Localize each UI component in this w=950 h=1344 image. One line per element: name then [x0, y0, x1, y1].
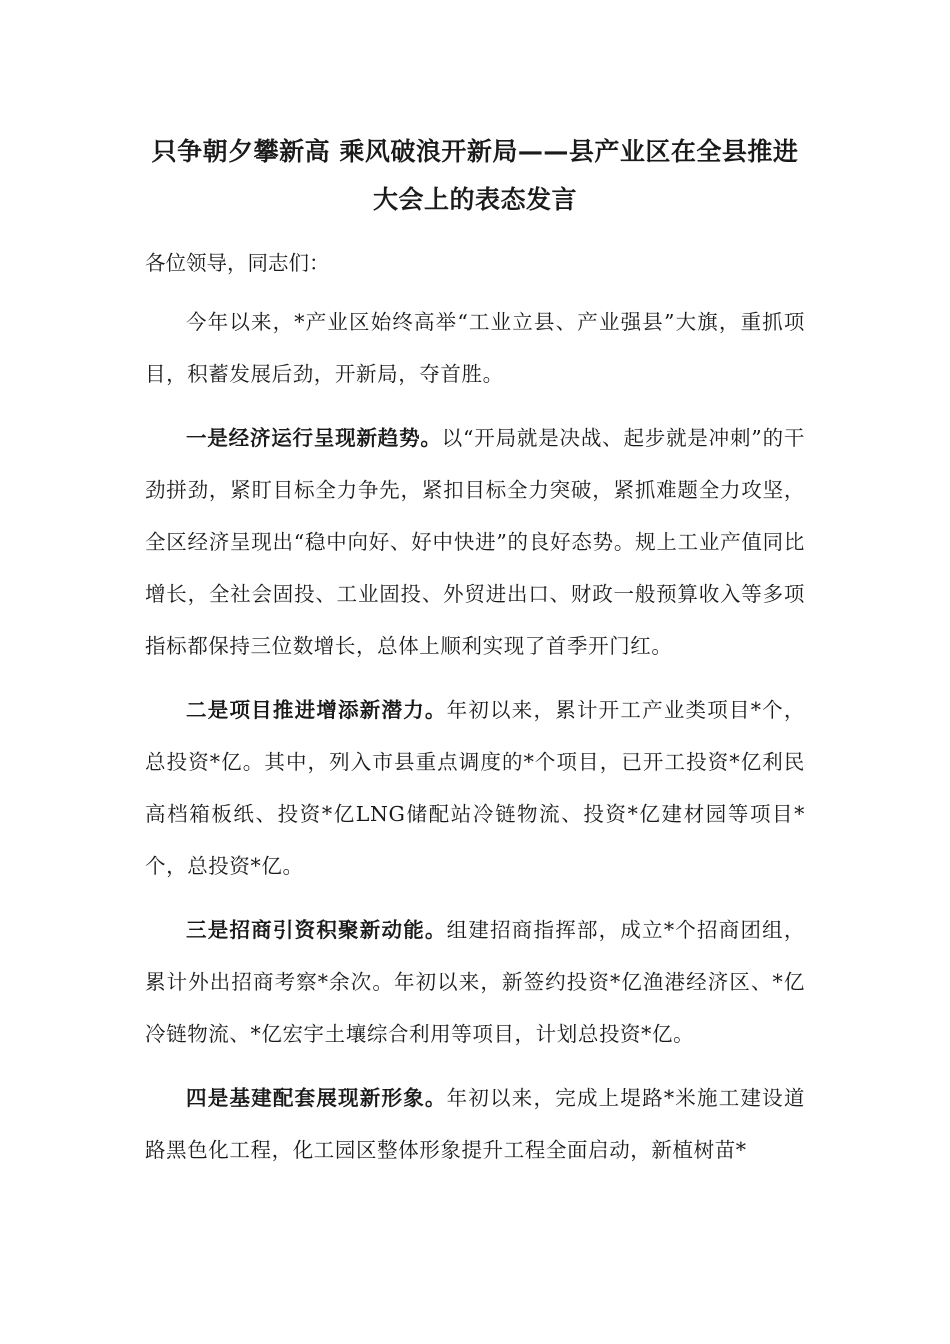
paragraph-lead: 三是招商引资积聚新动能。	[186, 918, 447, 942]
paragraph-projects	[145, 684, 805, 892]
paragraph-economy	[145, 412, 805, 672]
title-line-2: 大会上的表态发言	[372, 185, 577, 214]
paragraph-lead: 一是经济运行呈现新趋势。	[186, 426, 442, 450]
paragraph-investment	[145, 904, 805, 1060]
paragraph-text: 组建招商指挥部，成立*个招商团组，累计外出招商考察*余次。年初以来，新签约投资*亿渔港经济区、*亿冷链物流、*亿宏宇土壤综合利用等项目，计划总投资*亿。	[145, 918, 806, 1046]
paragraph-lead: 四是基建配套展现新形象。	[186, 1086, 447, 1110]
paragraph-intro	[145, 296, 805, 400]
paragraph-lead: 二是项目推进增添新潜力。	[186, 698, 447, 722]
salutation: 各位领导，同志们：	[145, 251, 330, 275]
paragraph-text: 年初以来，完成上堤路*米施工建设道路黑色化工程，化工园区整体形象提升工程全面启动，新植树苗*	[145, 1086, 806, 1162]
paragraph-text: 年初以来，累计开工产业类项目*个，总投资*亿。其中，列入市县重点调度的*个项目，已开工投资*亿利民高档箱板纸、投资*亿LNG储配站冷链物流、投资*亿建材园等项目*个，总投资*亿。	[145, 698, 806, 878]
paragraph-text: 今年以来，*产业区始终高举“工业立县、产业强县”大旗，重抓项目，积蓄发展后劲，开新局，夺首胜。	[145, 310, 805, 386]
document-title	[145, 128, 805, 224]
paragraph-infrastructure	[145, 1072, 805, 1176]
document-page	[145, 128, 805, 1176]
title-line-1: 只争朝夕攀新高 乘风破浪开新局——县产业区在全县推进	[151, 137, 799, 166]
paragraph-text: 以“开局就是决战、起步就是冲刺”的干劲拼劲，紧盯目标全力争先，紧扣目标全力突破，紧抓难题全力攻坚，全区经济呈现出“稳中向好、好中快进”的良好态势。规上工业产值同比增长，全社会固投、工业固投、外贸进出口、财政一般预算收入等多项指标都保持三位数增长，总体上顺利实现了首季开门红。	[145, 426, 805, 658]
